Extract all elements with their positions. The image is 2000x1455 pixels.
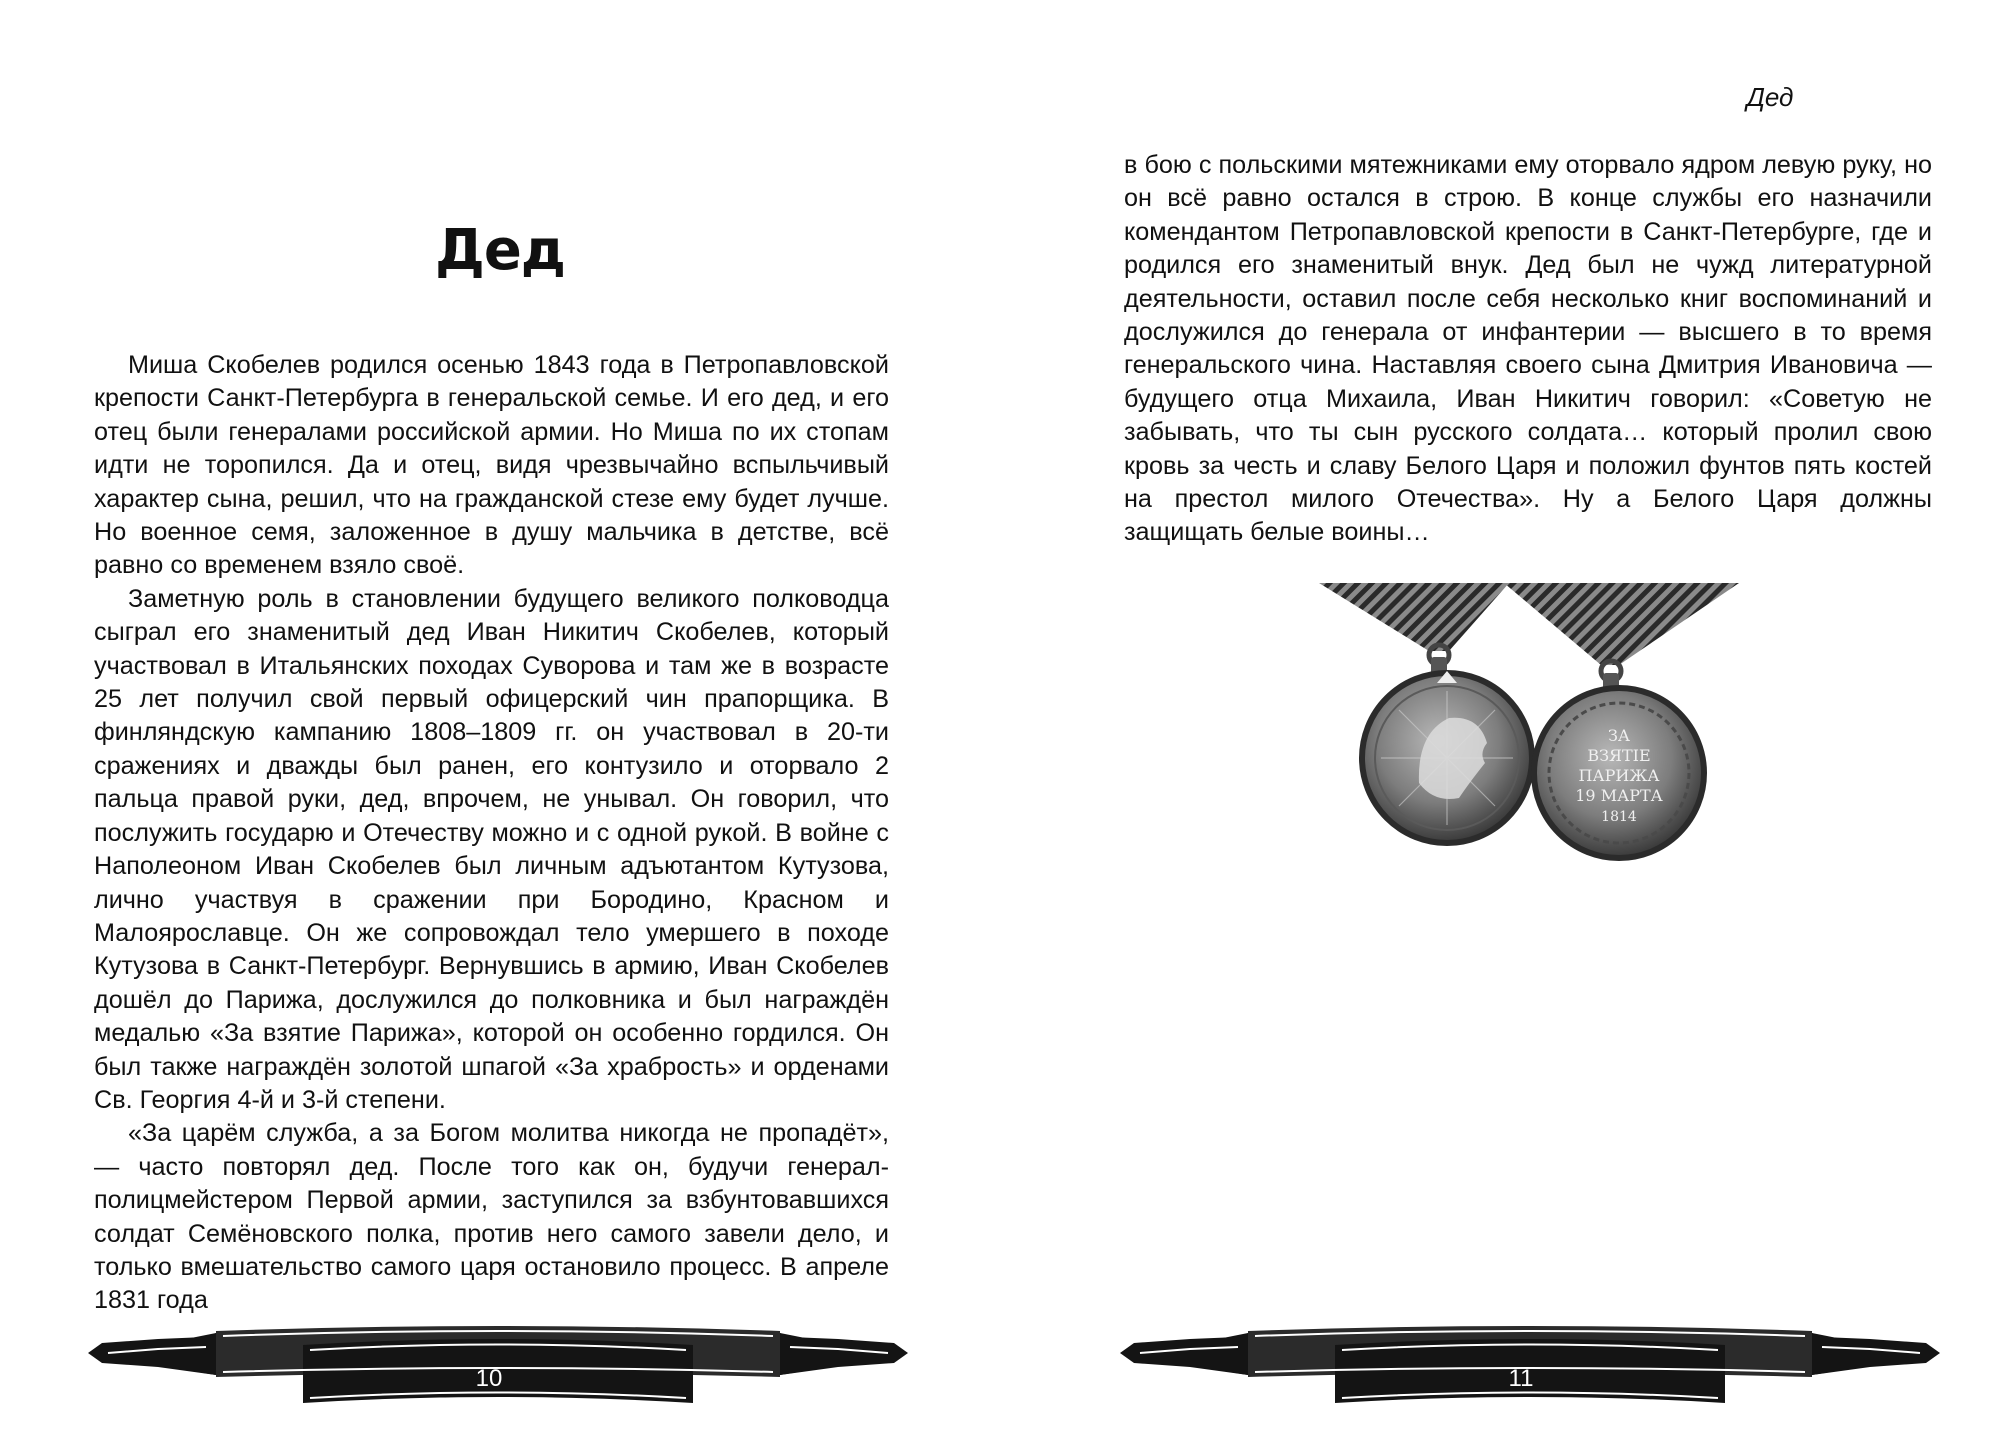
- medal-inscription-line: ЗА: [1607, 726, 1631, 745]
- medal-ribbon-left: [1319, 583, 1509, 651]
- right-body-text: [1124, 149, 1932, 550]
- chapter-title: Дед: [434, 218, 566, 283]
- running-head: Дед: [1746, 82, 1794, 112]
- left-body-text: [94, 349, 889, 1318]
- paragraph: Заметную роль в становлении будущего великого полководца сыграл его знаменитый дед Иван Никитич Скобелев, который участвовал в Итальянских походах Суворова и там же в возрасте 25 лет получил свой первый офицерский чин прапорщика. В финляндскую кампанию 1808–1809 гг. он участвовал в 20-ти сражениях и дважды был ранен, его контузило и оторвало 2 пальца правой руки, дед, впрочем, не унывал. Он говорил, что послужить государю и Отечеству можно и с одной рукой. В войне с Наполеоном Иван Скобелев был личным адъютантом Кутузова, лично участвуя в сражении при Бородино, Красном и Малоярославце. Он же сопровождал тело умершего в походе Кутузова в Санкт-Петербург. Вернувшись в армию, Иван Скобелев дошёл до Парижа, дослужился до полковника и был награждён медалью «За взятие Парижа», которой он особенно гордился. Он был также награждён золотой шпагой «За храбрость» и орденами Св. Георгия 4-й и 3-й степени.: [94, 584, 889, 1114]
- medal-reverse: [1534, 688, 1704, 858]
- medal-inscription-line: 1814: [1601, 809, 1637, 825]
- paragraph: «За царём служба, а за Богом молитва никогда не пропадёт», — часто повторял дед. После того как он, будучи генерал-полицмейстером Первой армии, заступился за взбунтовавшихся солдат Семёновского полка, против него самого завели дело, и только вмешательство самого царя остановило процесс. В апреле 1831 года: [94, 1119, 889, 1315]
- paragraph: в бою с польскими мятежниками ему оторвало ядром левую руку, но он всё равно остался в строю. В конце службы его назначили комендантом Петропавловской крепости в Санкт-Петербурге, где и родился его знаменитый внук. Дед был не чужд литературной деятельности, оставил после себя несколько книг воспоминаний и дослужился до генерала от инфантерии — высшего в то время генеральского чина. Наставляя своего сына Дмитрия Ивановича — будущего отца Михаила, Иван Никитич говорил: «Советую не забывать, что ты сын русского солдата… который пролил свою кровь за честь и славу Белого Царя и положил фунтов пять костей на престол милого Отечества». Ну а Белого Царя должны защищать белые воины…: [1124, 151, 1932, 547]
- page-number: 10: [475, 1365, 503, 1392]
- right-page: [1000, 0, 2000, 1455]
- page-number: 11: [1508, 1365, 1534, 1392]
- medal-obverse: [1362, 671, 1532, 843]
- medal-inscription-line: ВЗЯТІЕ: [1587, 746, 1651, 765]
- medal-inscription-line: 19 МАРТА: [1575, 786, 1663, 805]
- paragraph: Миша Скобелев родился осенью 1843 года в Петропавловской крепости Санкт-Петербурга в генеральской семье. И его дед, и его отец были генералами российской армии. Но Миша по их стопам идти не торопился. Да и отец, видя чрезвычайно вспыльчивый характер сына, решил, что на гражданской стезе ему будет лучше. Но военное семя, заложенное в душу мальчика в детстве, всё равно со временем взяло своё.: [94, 351, 889, 580]
- medal-illustration: [1319, 583, 1759, 873]
- medal-inscription-line: ПАРИЖА: [1578, 766, 1660, 785]
- medal-ribbon-right: [1504, 583, 1739, 665]
